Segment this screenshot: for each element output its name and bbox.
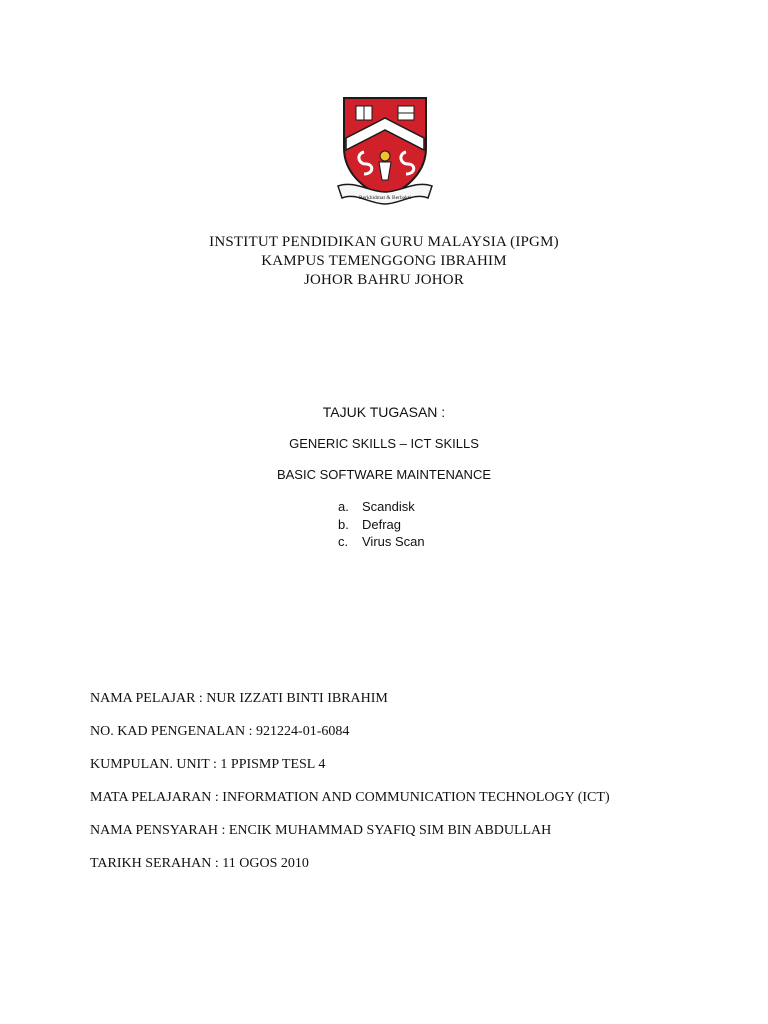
list-item bbox=[338, 533, 425, 551]
list-item-label: Virus Scan bbox=[362, 534, 425, 550]
institution-name: INSTITUT PENDIDIKAN GURU MALAYSIA (IPGM) bbox=[209, 234, 559, 250]
lecturer-name: NAMA PENSYARAH : ENCIK MUHAMMAD SYAFIQ SIM BIN ABDULLAH bbox=[90, 823, 552, 838]
assignment-heading: TAJUK TUGASAN : bbox=[322, 404, 446, 420]
group-unit: KUMPULAN. UNIT : 1 PPISMP TESL 4 bbox=[90, 757, 326, 772]
campus-name: KAMPUS TEMENGGONG IBRAHIM bbox=[261, 253, 507, 269]
assignment-subject: GENERIC SKILLS – ICT SKILLS bbox=[289, 436, 479, 451]
list-item-letter: c. bbox=[338, 534, 349, 550]
assignment-topic: BASIC SOFTWARE MAINTENANCE bbox=[276, 467, 492, 482]
list-item-label: Defrag bbox=[362, 516, 402, 532]
crest-motto: Berkhidmat & Berbakti bbox=[359, 195, 411, 201]
campus-location: JOHOR BAHRU JOHOR bbox=[303, 272, 465, 288]
list-item bbox=[338, 516, 425, 534]
student-name: NAMA PELAJAR : NUR IZZATI BINTI IBRAHIM bbox=[90, 691, 388, 706]
ipgm-crest-icon bbox=[334, 94, 436, 212]
id-number: NO. KAD PENGENALAN : 921224-01-6084 bbox=[90, 724, 350, 739]
course-name: MATA PELAJARAN : INFORMATION AND COMMUNICATION TECHNOLOGY (ICT) bbox=[90, 790, 610, 805]
student-details bbox=[90, 691, 610, 889]
task-list bbox=[338, 498, 425, 551]
list-item bbox=[338, 498, 425, 516]
list-item-letter: a. bbox=[338, 499, 349, 515]
list-item-label: Scandisk bbox=[362, 499, 415, 515]
list-item-letter: b. bbox=[338, 516, 349, 532]
submission-date: TARIKH SERAHAN : 11 OGOS 2010 bbox=[90, 856, 309, 871]
